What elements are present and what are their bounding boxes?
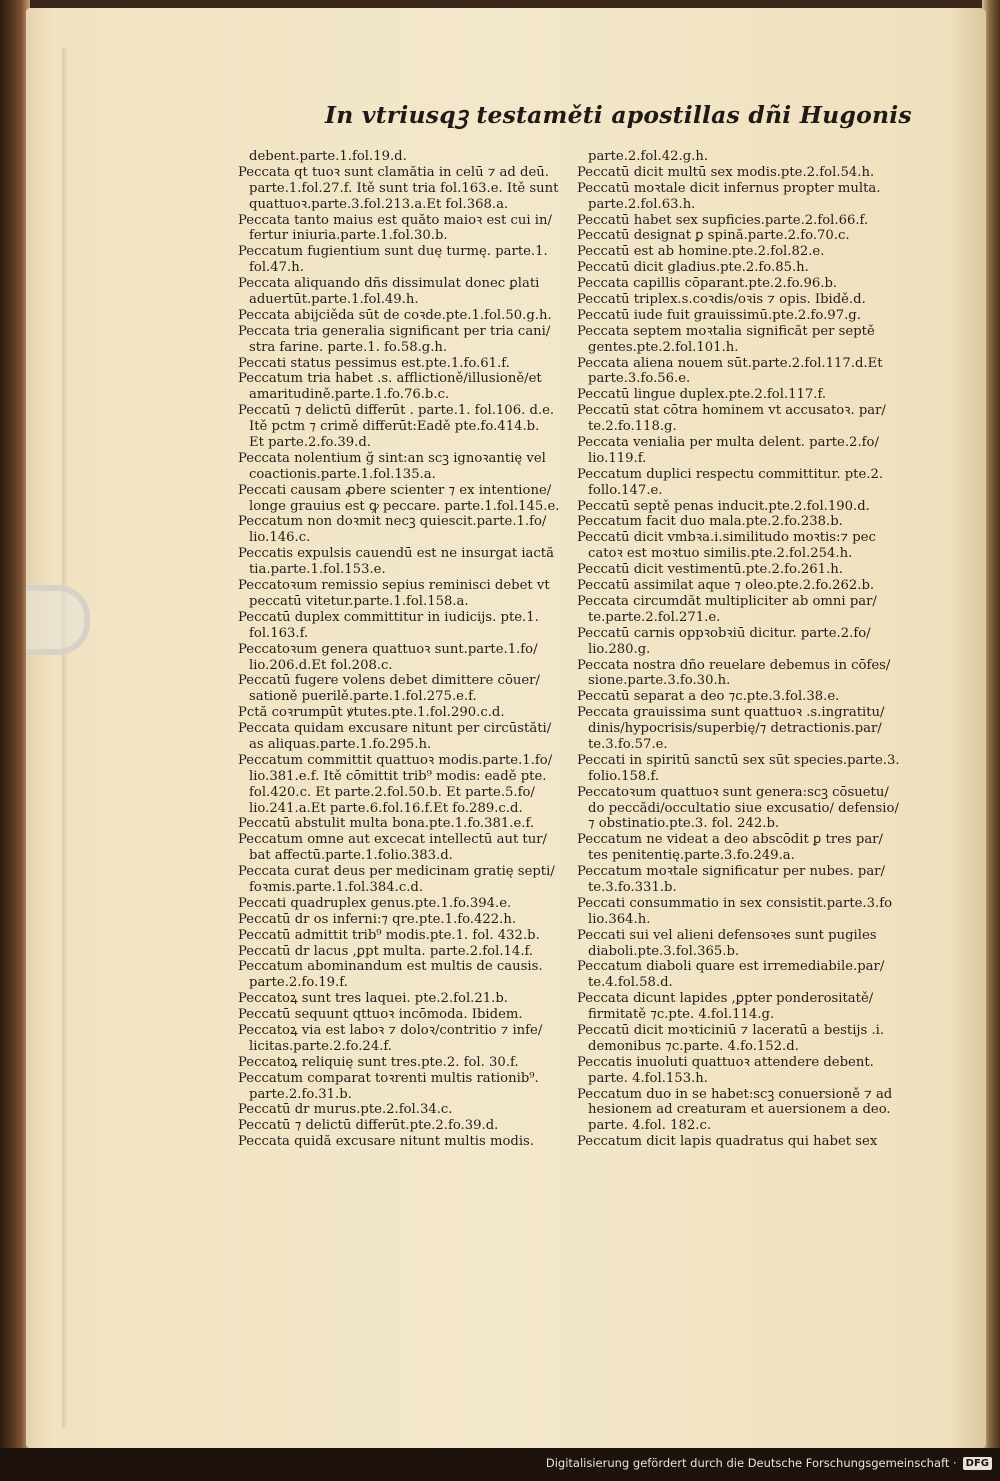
index-entry-line: Peccatū dicit moꝛticiniū ⁊ laceratū a bestijs .i. (577, 1022, 885, 1038)
index-entry-line: Peccata tanto maius est quăto maioꝛ est cui in/ (238, 212, 552, 228)
page-gutter-shadow (62, 48, 68, 1428)
index-entry-line: Peccatū separat a deo ⁊c.pte.3.fol.38.e. (577, 689, 840, 705)
index-entry-line: parte. 4.fol. 182.c. (588, 1118, 712, 1134)
index-entry-line: Peccatū iude fuit grauissimū.pte.2.fo.97.g. (577, 307, 861, 323)
index-column-right (577, 149, 899, 1150)
index-entry-line: fol.420.c. Et parte.2.fol.50.b. Et parte.5.fo/ (249, 784, 535, 800)
index-entry-line: Peccatum facit duo mala.pte.2.fo.238.b. (577, 514, 843, 530)
index-entry-line: as aliquas.parte.1.fo.295.h. (249, 736, 432, 752)
index-entry-line: parte.3.fo.56.e. (588, 371, 691, 387)
index-entry-line: Peccata circumdăt multipliciter ab omni par/ (577, 593, 877, 609)
digitization-credit (546, 1456, 992, 1470)
index-entry-line: Peccatū habet sex supficies.parte.2.fol.66.f. (577, 212, 869, 228)
index-entry-line: te.2.fo.118.g. (588, 419, 677, 435)
index-entry-line: fertur iniuria.parte.1.fol.30.b. (249, 228, 448, 244)
index-entry-line: Peccata aliena nouem sūt.parte.2.fol.117.d.Et (577, 355, 883, 371)
index-entry-line: Peccatū assimilat aque ⁊ oleo.pte.2.fo.262.b. (577, 578, 875, 594)
index-entry-line: Peccatū admittit trib⁹ modis.pte.1. fol. 432.b. (238, 927, 540, 943)
index-entry-line: Peccata septem moꝛtalia significăt per septě (577, 323, 875, 339)
index-entry-line: foꝛmis.parte.1.fol.384.c.d. (249, 879, 424, 895)
index-entry-line: te.parte.2.fol.271.e. (588, 609, 721, 625)
index-entry-line: Peccata venialia per multa delent. parte.2.fo/ (577, 435, 879, 451)
dfg-logo-icon: DFG (963, 1457, 992, 1470)
index-entry-line: folio.158.f. (588, 768, 660, 784)
index-entry-line: Peccatū fugere volens debet dimittere cōuer/ (238, 673, 540, 689)
index-entry-line: Peccatum omne aut excecat intellectū aut tur/ (238, 832, 547, 848)
index-entry-line: hesionem ad creaturam et auersionem a deo. (588, 1102, 891, 1118)
index-entry-line: coactionis.parte.1.fol.135.a. (249, 466, 436, 482)
index-entry-line: Peccata quidă excusare nitunt multis modis. (238, 1134, 535, 1150)
index-entry-line: Peccatū dicit vestimentū.pte.2.fo.261.h. (577, 562, 843, 578)
index-entry-line: Peccata nolentium ğ sint:an scꝫ ignoꝛantię vel (238, 450, 546, 466)
index-entry-line: demonibus ⁊c.parte. 4.fo.152.d. (588, 1038, 799, 1054)
index-entry-line: Peccatū dicit multū sex modis.pte.2.fol.54.h. (577, 164, 875, 180)
index-entry-line: sione.parte.3.fo.30.h. (588, 673, 731, 689)
index-entry-line: lio.241.a.Et parte.6.fol.16.f.Et fo.289.c.d. (249, 800, 523, 816)
credit-text: Digitalisierung gefördert durch die Deutsche Forschungsgemeinschaft · (545, 1456, 957, 1470)
index-entry-line: amaritudině.parte.1.fo.76.b.c. (249, 387, 450, 403)
index-entry-line: Peccatū dr murus.pte.2.fol.34.c. (238, 1102, 453, 1118)
index-entry-line: do peccădi/occultatio siue excusatio/ defensio/ (588, 800, 899, 816)
index-entry-line: Peccatoꝛum genera quattuoꝛ sunt.parte.1.fo/ (238, 641, 538, 657)
index-entry-line: tia.parte.1.fol.153.e. (249, 562, 386, 578)
index-entry-line: Peccatum fugientium sunt duę turmę. parte.1. (238, 244, 548, 260)
index-entry-line: Peccatum tria habet .s. afflictioně/illusioně/et (238, 371, 542, 387)
index-entry-line: Peccata curat deus per medicinam gratię septi/ (238, 864, 555, 880)
index-entry-line: Peccatum abominandum est multis de causis. (238, 959, 543, 975)
index-entry-line: Peccatoꝝ sunt tres laquei. pte.2.fol.21.b. (238, 991, 508, 1007)
index-entry-line: parte.2.fo.19.f. (249, 975, 348, 991)
index-entry-line: catoꝛ est moꝛtuo similis.pte.2.fol.254.h. (588, 546, 853, 562)
index-entry-line: Peccatum moꝛtale significatur per nubes. par/ (577, 864, 885, 880)
index-entry-line: Peccatum non doꝛmit necꝫ quiescit.parte.1.fo/ (238, 514, 547, 530)
index-entry-line: diaboli.pte.3.fol.365.b. (588, 943, 740, 959)
clasp-icon (26, 585, 90, 655)
index-entry-line: lio.119.f. (588, 450, 647, 466)
index-entry-line: Peccatoꝛum remissio sepius reminisci debet vt (238, 578, 550, 594)
index-entry-line: ⁊ obstinatio.pte.3. fol. 242.b. (588, 816, 780, 832)
index-entry-line: Pctă coꝛrumpūt ꝟtutes.pte.1.fol.290.c.d. (238, 705, 505, 721)
index-entry-line: licitas.parte.2.fo.24.f. (249, 1038, 393, 1054)
index-entry-line: Peccati quadruplex genus.pte.1.fo.394.e. (238, 895, 512, 911)
index-entry-line: te.3.fo.57.e. (588, 736, 668, 752)
index-entry-line: longe grauius est ꝙ peccare. parte.1.fol.145.e. (249, 498, 560, 514)
index-entry-line: Peccatū est ab homine.pte.2.fol.82.e. (577, 244, 825, 260)
index-entry-line: Et parte.2.fo.39.d. (249, 435, 371, 451)
index-entry-line: lio.381.e.f. Itě cōmittit trib⁹ modis: eadě pte. (249, 768, 547, 784)
index-entry-line: parte.2.fo.31.b. (249, 1086, 352, 1102)
index-entry-line: parte.1.fol.27.f. Itě sunt tria fol.163.e. Itě sunt (249, 180, 559, 196)
index-entry-line: Peccatū moꝛtale dicit infernus propter multa. (577, 180, 881, 196)
index-entry-line: Peccata nostra dño reuelare debemus in cōfes/ (577, 657, 891, 673)
index-entry-line: bat affectū.parte.1.folio.383.d. (249, 848, 453, 864)
index-entry-line: aduertūt.parte.1.fol.49.h. (249, 292, 419, 308)
page-heading: In vtriusqꝫ testaměti apostillas dñi Hugonis (325, 101, 912, 129)
index-entry-line: Peccatoꝛum quattuoꝛ sunt genera:scꝫ cōsuetu/ (577, 784, 889, 800)
index-entry-line: Peccata qt tuoꝛ sunt clamătia in celū ⁊ ad deū. (238, 164, 549, 180)
index-entry-line: Peccatū stat cōtra hominem vt accusatoꝛ. par/ (577, 403, 886, 419)
index-entry-line: Peccatū septě penas inducit.pte.2.fol.190.d. (577, 498, 870, 514)
index-entry-line: Peccata grauissima sunt quattuoꝛ .s.ingratitu/ (577, 705, 885, 721)
index-entry-line: Peccatoꝝ via est laboꝛ ⁊ doloꝛ/contritio ⁊ infe/ (238, 1022, 543, 1038)
index-entry-line: Peccata dicunt lapides ,ꝑpter ponderositatě/ (577, 991, 874, 1007)
index-entry-line: tes penitentię.parte.3.fo.249.a. (588, 848, 795, 864)
index-entry-line: sationě puerilě.parte.1.fol.275.e.f. (249, 689, 477, 705)
index-entry-line: stra farine. parte.1. fo.58.g.h. (249, 339, 448, 355)
index-entry-line: follo.147.e. (588, 482, 663, 498)
index-entry-line: Peccatum duo in se habet:scꝫ conuersioně ⁊ ad (577, 1086, 893, 1102)
index-entry-line: Peccatum dicit lapis quadratus qui habet sex (577, 1134, 878, 1150)
index-entry-line: Peccata quidam excusare nitunt per circūstăti/ (238, 721, 552, 737)
index-entry-line: Peccatum diaboli quare est irremediabile.par/ (577, 959, 885, 975)
index-entry-line: lio.364.h. (588, 911, 651, 927)
index-entry-line: gentes.pte.2.fol.101.h. (588, 339, 739, 355)
index-entry-line: Peccati status pessimus est.pte.1.fo.61.f. (238, 355, 510, 371)
index-entry-line: firmitatě ⁊c.pte. 4.fol.114.g. (588, 1007, 775, 1023)
index-entry-line: Peccatū dicit vmbꝛa.i.similitudo moꝛtis:⁊ pec (577, 530, 876, 546)
index-entry-line: Itě pctm ⁊ crimě differūt:Eadě pte.fo.414.b. (249, 419, 540, 435)
index-entry-line: Peccati causam ꝓbere scienter ⁊ ex intentione/ (238, 482, 552, 498)
index-entry-line: Peccatum comparat toꝛrenti multis rationib⁹. (238, 1070, 539, 1086)
index-entry-line: Peccatū ⁊ delictū differūt.pte.2.fo.39.d. (238, 1118, 499, 1134)
index-entry-line: Peccatū lingue duplex.pte.2.fol.117.f. (577, 387, 827, 403)
index-entry-line: Peccati sui vel alieni defensoꝛes sunt pugiles (577, 927, 877, 943)
index-entry-line: Peccatū dr lacus ,ꝑpt multa. parte.2.fol.14.f. (238, 943, 534, 959)
index-entry-line: debent.parte.1.fol.19.d. (249, 149, 407, 164)
index-entry-line: Peccata abijciěda sūt de coꝛde.pte.1.fol.50.g.h. (238, 307, 552, 323)
index-entry-line: fol.47.h. (249, 260, 304, 276)
index-entry-line: parte. 4.fol.153.h. (588, 1070, 708, 1086)
index-entry-line: dinis/hypocrisis/superbię/⁊ detractionis.par/ (588, 721, 882, 737)
index-entry-line: Peccatis expulsis cauendū est ne insurgat iactă (238, 546, 554, 562)
index-entry-line: Peccata capillis cōparant.pte.2.fo.96.b. (577, 276, 838, 292)
index-entry-line: Peccati in spiritū sanctū sex sūt species.parte.3. (577, 752, 900, 768)
index-entry-line: Peccatū abstulit multa bona.pte.1.fo.381.e.f. (238, 816, 535, 832)
index-entry-line: peccatū vitetur.parte.1.fol.158.a. (249, 593, 469, 609)
index-entry-line: Peccatū triplex.s.coꝛdis/oꝛis ⁊ opis. Ibidě.d. (577, 292, 866, 308)
index-entry-line: parte.2.fol.63.h. (588, 196, 696, 212)
index-entry-line: Peccatis inuoluti quattuoꝛ attendere debent. (577, 1054, 874, 1070)
index-entry-line: Peccatū ⁊ delictū differūt . parte.1. fol.106. d.e. (238, 403, 555, 419)
index-entry-line: Peccatum committit quattuoꝛ modis.parte.1.fo/ (238, 752, 553, 768)
index-entry-line: Peccatū carnis oppꝛobꝛiū dicitur. parte.2.fo/ (577, 625, 871, 641)
index-entry-line: fol.163.f. (249, 625, 309, 641)
index-entry-line: Peccatum ne videat a deo abscōdit ꝑ tres par/ (577, 832, 883, 848)
index-entry-line: Peccatū sequunt qttuoꝛ incōmoda. Ibidem. (238, 1007, 523, 1023)
index-entry-line: te.4.fol.58.d. (588, 975, 673, 991)
index-entry-line: lio.206.d.Et fol.208.c. (249, 657, 393, 673)
index-entry-line: lio.280.g. (588, 641, 651, 657)
index-entry-line: Peccata aliquando dñs dissimulat donec ꝑlati (238, 276, 540, 292)
index-entry-line: Peccatū duplex committitur in iudicijs. pte.1. (238, 609, 539, 625)
index-entry-line: Peccatū dicit gladius.pte.2.fo.85.h. (577, 260, 809, 276)
index-entry-line: parte.2.fol.42.g.h. (588, 149, 709, 164)
index-entry-line: Peccati consummatio in sex consistit.parte.3.fo (577, 895, 893, 911)
index-column-left (238, 149, 560, 1150)
index-entry-line: te.3.fo.331.b. (588, 879, 677, 895)
index-entry-line: quattuoꝛ.parte.3.fol.213.a.Et fol.368.a. (249, 196, 509, 212)
index-entry-line: Peccata tria generalia significant per tria cani/ (238, 323, 551, 339)
index-entry-line: lio.146.c. (249, 530, 311, 546)
index-entry-line: Peccatum duplici respectu committitur. pte.2. (577, 466, 884, 482)
index-entry-line: Peccatoꝝ reliquię sunt tres.pte.2. fol. 30.f. (238, 1054, 519, 1070)
index-entry-line: Peccatū dr os inferni:⁊ qre.pte.1.fo.422.h. (238, 911, 517, 927)
index-entry-line: Peccatū designat ꝑ spină.parte.2.fo.70.c. (577, 228, 850, 244)
